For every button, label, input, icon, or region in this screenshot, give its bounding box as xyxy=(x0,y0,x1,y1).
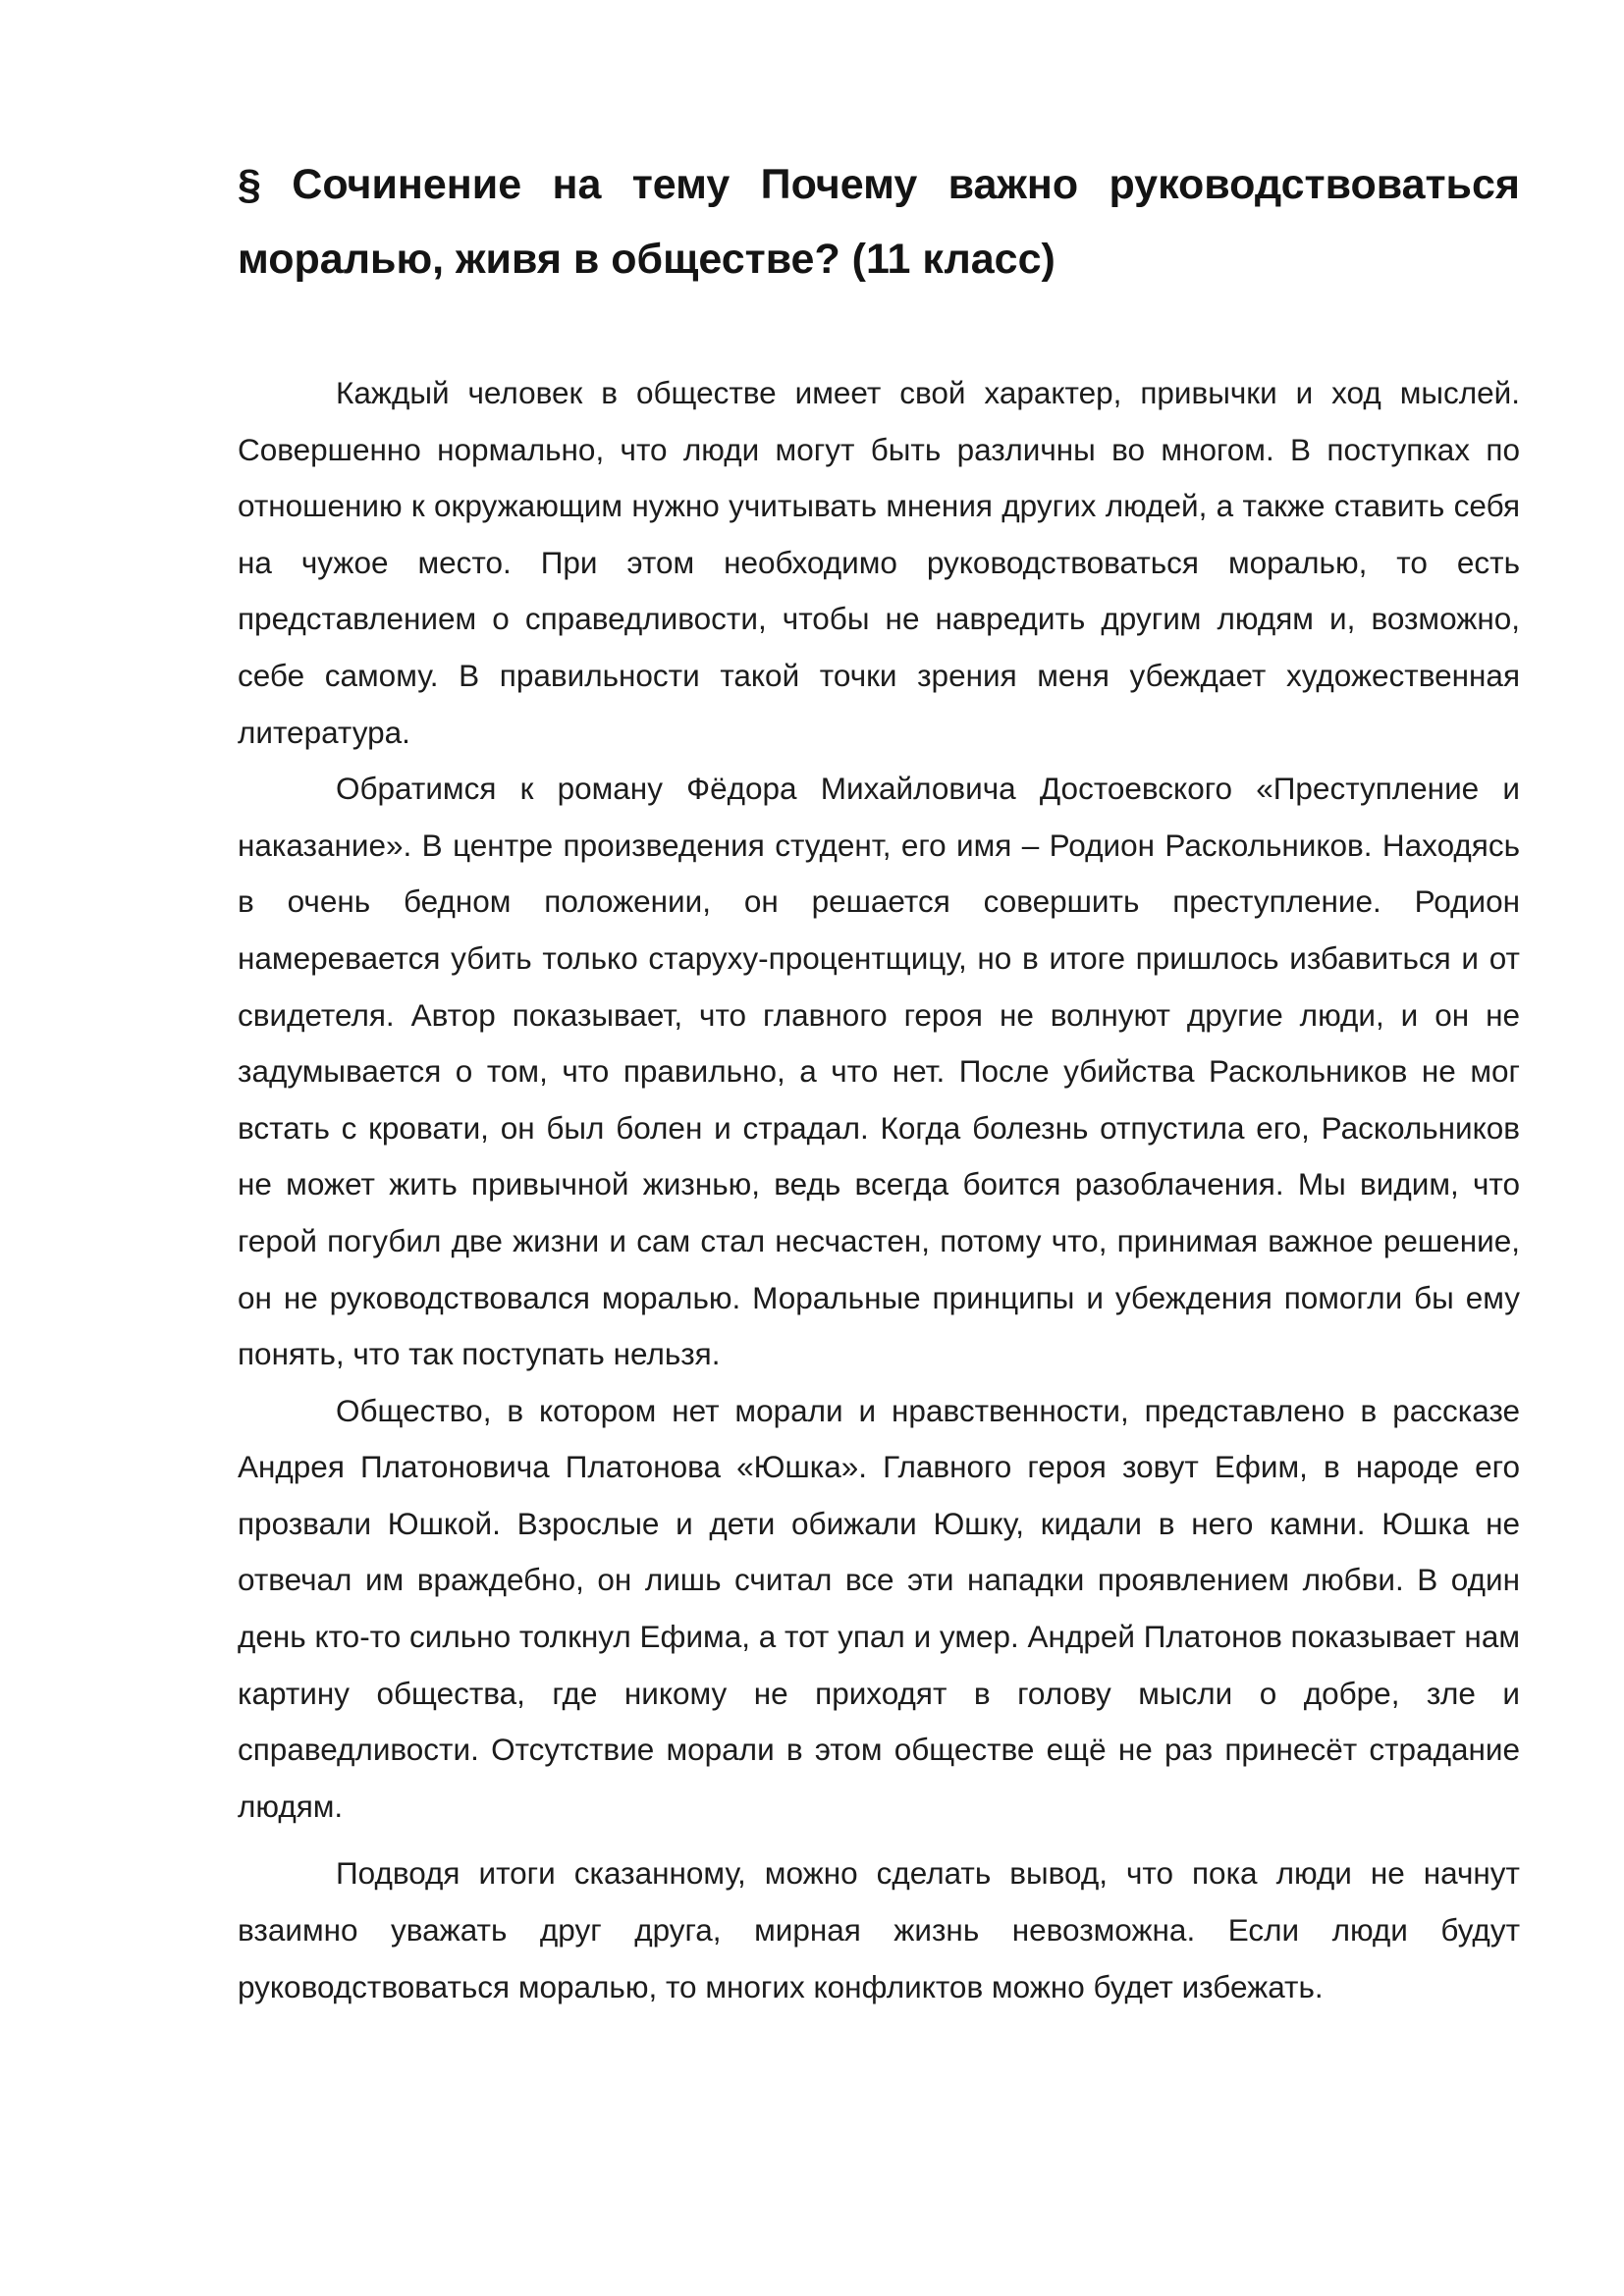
paragraph-platonov: Общество, в котором нет морали и нравственности, представлено в рассказе Андрея Платоновича Платонова «Юшка». Главного героя зовут Ефим, в народе его прозвали Юшкой. Взрослые и дети обижали Юшку, кидали в него камни. Юшка не отвечал им враждебно, он лишь считал все эти нападки проявлением любви. В один день кто-то сильно толкнул Ефима, а тот упал и умер. Андрей Платонов показывает нам картину общества, где никому не приходят в голову мысли о добре, зле и справедливости. Отсутствие морали в этом обществе ещё не раз принесёт страдание людям. xyxy=(238,1392,1520,1824)
document-page xyxy=(238,147,1520,2015)
paragraph-intro: Каждый человек в обществе имеет свой характер, привычки и ход мыслей. Совершенно нормально, что люди могут быть различны во многом. В поступках по отношению к окружающим нужно учитывать мнения других людей, а также ставить себя на чужое место. При этом необходимо руководствоваться моралью, то есть представлением о справедливости, чтобы не навредить другим людям и, возможно, себе самому. В правильности такой точки зрения меня убеждает художественная литература. xyxy=(238,375,1520,750)
document-body xyxy=(238,365,1520,2015)
document-title: § Сочинение на тему Почему важно руководствоваться моралью, живя в обществе? (11 класс) xyxy=(238,161,1520,283)
paragraph-dostoevsky: Обратимся к роману Фёдора Михайловича Достоевского «Преступление и наказание». В центре произведения студент, его имя – Родион Раскольников. Находясь в очень бедном положении, он решается совершить преступление. Родион намеревается убить только старуху-процентщицу, но в итоге пришлось избавиться и от свидетеля. Автор показывает, что главного героя не волнуют другие люди, и он не задумывается о том, что правильно, а что нет. После убийства Раскольников не мог встать с кровати, он был болен и страдал. Когда болезнь отпустила его, Раскольников не может жить привычной жизнью, ведь всегда боится разоблачения. Мы видим, что герой погубил две жизни и сам стал несчастен, потому что, принимая важное решение, он не руководствовался моралью. Моральные принципы и убеждения помогли бы ему понять, что так поступать нельзя. xyxy=(238,771,1520,1372)
paragraph-conclusion: Подводя итоги сказанному, можно сделать вывод, что пока люди не начнут взаимно уважать друг друга, мирная жизнь невозможна. Если люди будут руководствоваться моралью, то многих конфликтов можно будет избежать. xyxy=(238,1855,1520,2004)
